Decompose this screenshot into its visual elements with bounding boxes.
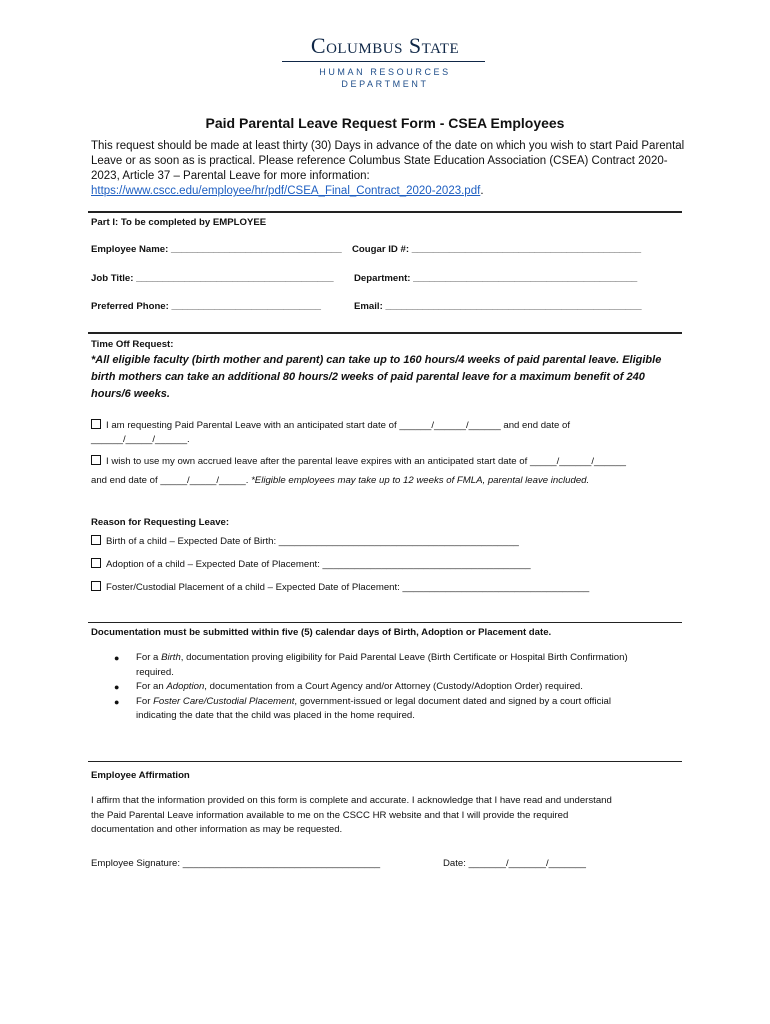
eligibility-note-line-1: *All eligible faculty (birth mother and parent) can take up to 160 hours/4 weeks of paid parental leave. Eligible (91, 354, 662, 366)
reason-heading: Reason for Requesting Leave: (91, 517, 230, 528)
time-off-heading: Time Off Request: (91, 339, 174, 350)
section-divider (88, 211, 682, 213)
adoption-doc-pre: For an (136, 681, 167, 692)
birth-doc-pre: For a (136, 652, 162, 663)
affirmation-line-3: documentation and other information as may be requested. (91, 824, 343, 835)
accrued-leave-end-date (91, 475, 589, 486)
intro-line-1: This request should be made at least thirty (30) Days in advance of the date on which you wish to start Paid Parental (91, 140, 685, 152)
contract-link[interactable]: https://www.cscc.edu/employee/hr/pdf/CSEA_Final_Contract_2020-2023.pdf (91, 185, 481, 197)
birth-doc-line-2: required. (136, 666, 174, 678)
affirmation-line-1: I affirm that the information provided on this form is complete and accurate. I acknowledge that I have read and understand (91, 795, 612, 806)
reason-foster (91, 581, 589, 593)
foster-doc-pre: For (136, 695, 154, 707)
intro-paragraph (91, 139, 691, 199)
date-field[interactable]: Date: _______/_______/_______ (443, 858, 586, 869)
section-divider (88, 332, 682, 334)
paid-leave-option (91, 419, 570, 431)
reason-birth (91, 535, 519, 547)
accrued-leave-option (91, 455, 626, 467)
list-item (114, 695, 694, 724)
list-item (114, 651, 694, 680)
intro-line-3: 2023, Article 37 – Parental Leave for more information: (91, 170, 370, 182)
adoption-label: Adoption of a child – Expected Date of Placement: _______________________________________ (106, 559, 531, 570)
section-divider (88, 761, 682, 762)
bullet-icon: ● (114, 696, 120, 707)
birth-doc-em: Birth (161, 652, 181, 663)
birth-doc-text: , documentation proving eligibility for Paid Parental Leave (Birth Certificate or Hospital Birth Confirmation) (180, 652, 628, 663)
adoption-checkbox[interactable] (91, 558, 101, 568)
fmla-note: *Eligible employees may take up to 12 weeks of FMLA, parental leave included. (251, 475, 590, 486)
accrued-leave-checkbox[interactable] (91, 455, 101, 465)
foster-doc-em: Foster Care/Custodial Placement (153, 695, 295, 707)
foster-label: Foster/Custodial Placement of a child – Expected Date of Placement: ___________________________________ (106, 582, 590, 593)
list-item (114, 680, 694, 695)
department-field[interactable]: Department: __________________________________________ (354, 273, 638, 284)
form-title: Paid Parental Leave Request Form - CSEA Employees (205, 115, 565, 131)
section-divider (88, 622, 682, 623)
eligibility-note (91, 352, 691, 403)
logo-subtitle-1: HUMAN RESOURCES (319, 67, 451, 77)
part1-heading: Part I: To be completed by EMPLOYEE (91, 217, 267, 228)
affirmation-line-2: the Paid Parental Leave information available to me on the CSCC HR website and that I will provide the required (91, 809, 569, 821)
affirmation-heading: Employee Affirmation (91, 770, 190, 781)
foster-doc-text: , government-issued or legal document dated and signed by a court official (294, 695, 611, 707)
signature-field[interactable]: Employee Signature: _____________________________________ (91, 858, 381, 869)
employee-name-field[interactable]: Employee Name: ________________________________ (91, 244, 342, 255)
affirmation-paragraph (91, 794, 691, 838)
adoption-doc-text: , documentation from a Court Agency and/or Attorney (Custody/Adoption Order) required. (204, 681, 583, 692)
paid-leave-end-date[interactable]: ______/_____/______. (91, 434, 190, 445)
cougar-id-field[interactable]: Cougar ID #: ___________________________________________ (352, 244, 642, 255)
birth-label: Birth of a child – Expected Date of Birth: _____________________________________________ (106, 536, 519, 547)
logo-divider (282, 61, 485, 62)
eligibility-note-line-3: hours/6 weeks. (91, 388, 170, 400)
documentation-heading: Documentation must be submitted within five (5) calendar days of Birth, Adoption or Placement date. (91, 627, 552, 638)
paid-leave-checkbox[interactable] (91, 419, 101, 429)
preferred-phone-field[interactable]: Preferred Phone: ____________________________ (91, 301, 321, 312)
accrued-end-date-field[interactable]: and end date of _____/_____/_____. (91, 475, 249, 486)
adoption-doc-em: Adoption (166, 681, 205, 692)
reason-adoption (91, 558, 531, 570)
bullet-icon: ● (114, 653, 120, 663)
documentation-list (114, 651, 694, 724)
accrued-leave-option-text: I wish to use my own accrued leave after the parental leave expires with an anticipated start date of _____/______/______ (106, 456, 626, 467)
job-title-field[interactable]: Job Title: _____________________________________ (91, 273, 334, 284)
bullet-icon: ● (114, 682, 120, 692)
link-suffix: . (480, 185, 484, 197)
logo-subtitle-2: DEPARTMENT (341, 79, 429, 89)
logo-title: Columbus State (310, 33, 460, 58)
foster-checkbox[interactable] (91, 581, 101, 591)
foster-doc-line-2: indicating the date that the child was placed in the home required. (136, 710, 415, 721)
email-field[interactable]: Email: ________________________________________________ (354, 301, 642, 312)
intro-line-2: Leave or as soon as is practical. Please reference Columbus State Education Association (CSEA) Contract 2020- (91, 155, 668, 167)
eligibility-note-line-2: birth mothers can take an additional 80 hours/2 weeks of paid parental leave for a maximum benefit of 240 (91, 371, 645, 383)
paid-leave-option-text: I am requesting Paid Parental Leave with an anticipated start date of ______/______/______ and end date of (106, 420, 571, 431)
birth-checkbox[interactable] (91, 535, 101, 545)
